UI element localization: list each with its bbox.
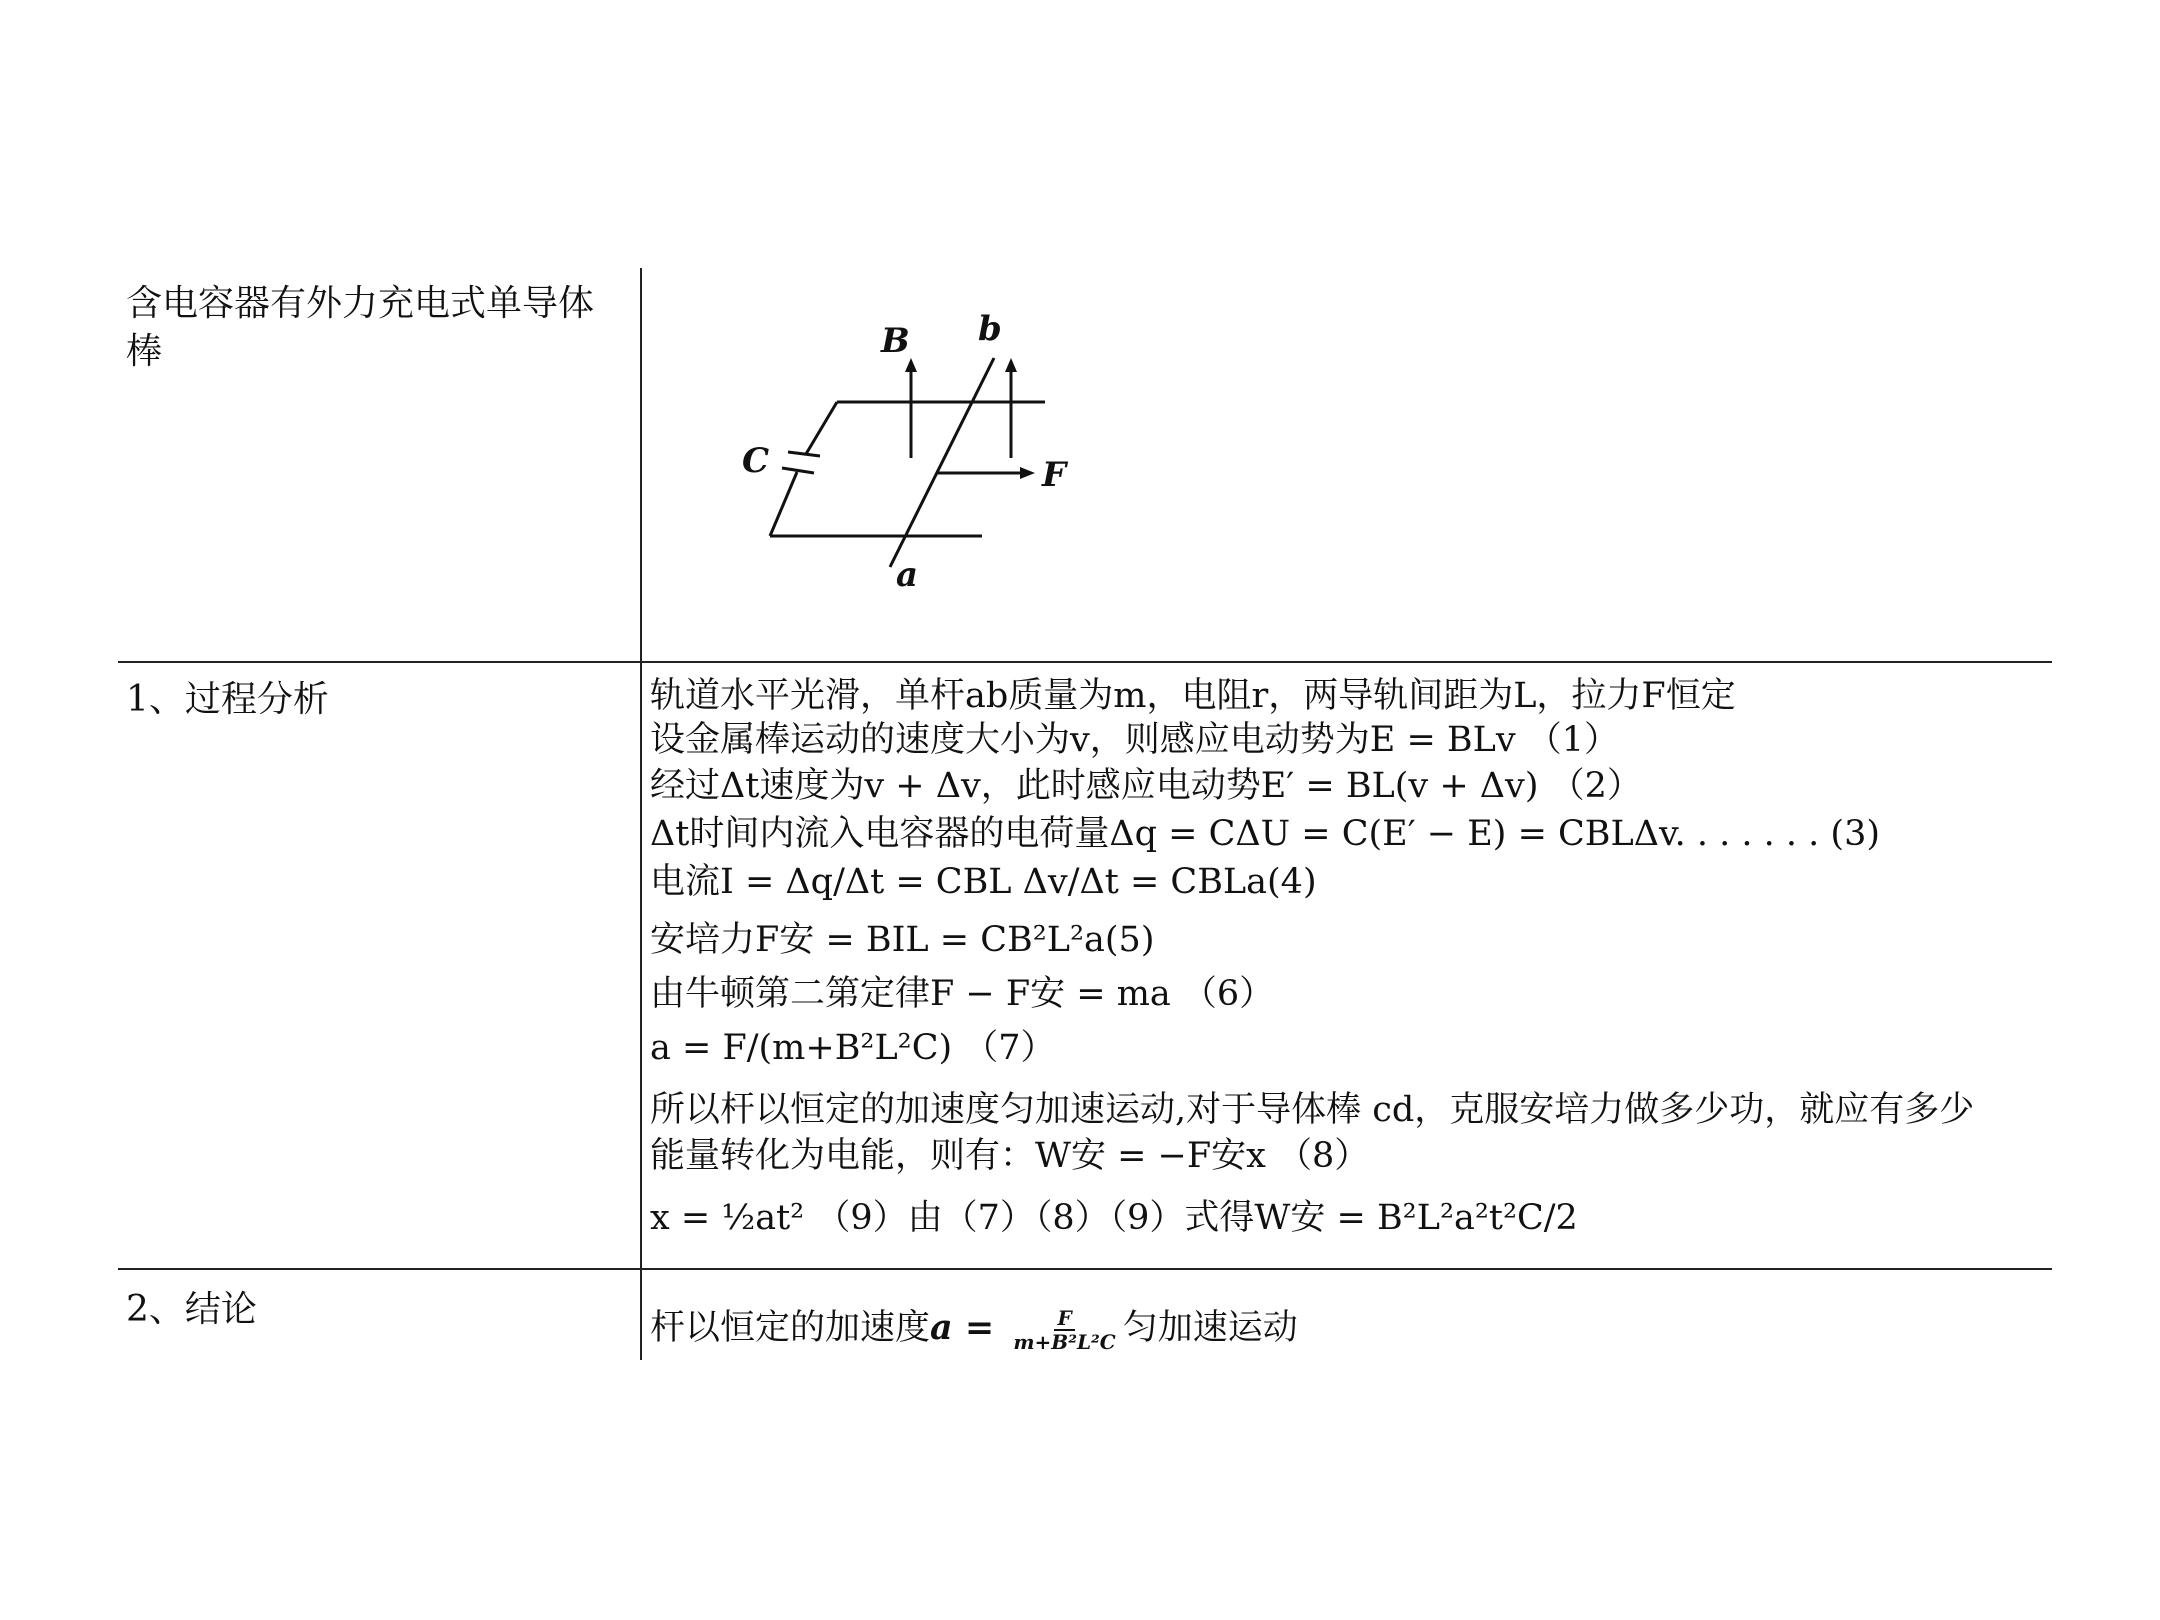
conclusion-a: a =	[930, 1307, 1007, 1348]
conclusion-line	[650, 1300, 1298, 1353]
conclusion-fraction: $\frac{F}{\text{m+B²L²C}}$	[1013, 1305, 1116, 1354]
label-a: a	[896, 555, 919, 595]
analysis-line-10: 能量转化为电能，则有：W安 = −F安x （8）	[650, 1136, 1370, 1176]
row1-title: 含电容器有外力充电式单导体 棒	[126, 283, 595, 372]
analysis-line-5: 电流I = Δq/Δt = CBL Δv/Δt = CBLa(4)	[650, 862, 1317, 902]
column-divider	[640, 268, 642, 1360]
analysis-line-6: 安培力F安 = BIL = CB²L²a(5)	[650, 920, 1155, 960]
analysis-line-3: 经过Δt速度为v + Δv，此时感应电动势E′ = BL(v + Δv) （2）	[650, 766, 1642, 806]
analysis-line-4: Δt时间内流入电容器的电荷量Δq = CΔU = C(E′ − E) = CBLΔv. . . . . . . (3)	[650, 814, 1880, 854]
label-F: F	[1042, 455, 1067, 495]
circuit-diagram	[720, 300, 1140, 600]
analysis-line-1: 轨道水平光滑，单杆ab质量为m，电阻r，两导轨间距为L，拉力F恒定	[650, 676, 1736, 716]
row2-title: 1、过程分析	[126, 679, 329, 720]
conclusion-suffix: 匀加速运动	[1122, 1308, 1298, 1348]
conclusion-prefix: 杆以恒定的加速度	[650, 1308, 931, 1348]
row-divider-1	[118, 661, 2052, 663]
row3-title: 2、结论	[126, 1289, 257, 1330]
row-divider-2	[118, 1268, 2052, 1270]
label-B: B	[881, 321, 910, 361]
analysis-line-7: 由牛顿第二第定律F − F安 = ma （6）	[650, 974, 1275, 1014]
analysis-line-8: a = F/(m+B²L²C) （7）	[650, 1028, 1056, 1068]
analysis-line-9: 所以杆以恒定的加速度匀加速运动,对于导体棒 cd，克服安培力做多少功，就应有多少	[650, 1090, 1975, 1130]
analysis-line-2: 设金属棒运动的速度大小为v，则感应电动势为E = BLv （1）	[650, 720, 1620, 760]
label-C: C	[742, 441, 770, 481]
analysis-line-11: x = ½at² （9）由（7）（8）（9）式得W安 = B²L²a²t²C/2	[650, 1198, 1578, 1238]
label-b: b	[978, 309, 1002, 349]
